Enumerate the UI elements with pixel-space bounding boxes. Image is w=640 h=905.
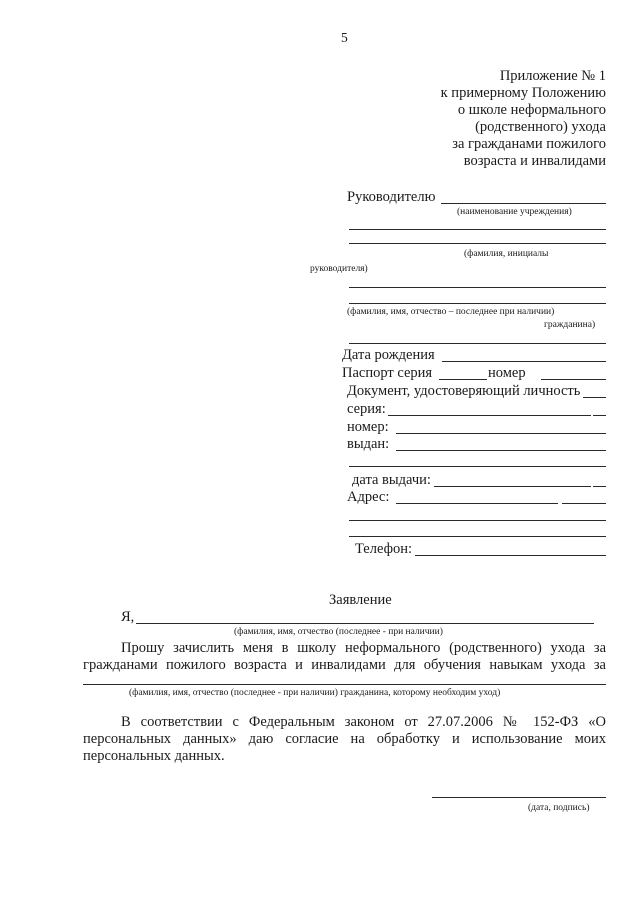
blank-line[interactable] xyxy=(349,243,606,244)
to-head-label: Руководителю xyxy=(347,189,436,205)
annex-line: (родственного) ухода xyxy=(475,119,606,135)
i-label: Я, xyxy=(121,609,135,625)
series-label: серия: xyxy=(347,401,386,417)
passport-series-field[interactable] xyxy=(439,379,487,380)
birth-date-label: Дата рождения xyxy=(342,347,435,363)
annex-line: к примерному Положению xyxy=(440,85,606,101)
issue-date-label: дата выдачи: xyxy=(352,472,431,488)
request-line-2: гражданами пожилого возраста и инвалидами для обучения навыкам ухода за xyxy=(83,657,606,673)
ward-name-field[interactable] xyxy=(83,684,606,685)
number-label: номер: xyxy=(347,419,389,435)
annex-line: возраста и инвалидами xyxy=(463,153,606,169)
address-label: Адрес: xyxy=(347,489,390,505)
citizen-name-line[interactable] xyxy=(349,303,606,304)
signature-field[interactable] xyxy=(432,797,606,798)
annex-line: за гражданами пожилого xyxy=(452,136,606,152)
citizen-hint-cont: гражданина) xyxy=(544,320,596,330)
issued-field-cont[interactable] xyxy=(349,466,606,467)
annex-block xyxy=(346,68,606,170)
address-field-cont[interactable] xyxy=(349,536,606,537)
head-name-hint-cont: руководителя) xyxy=(310,264,368,274)
address-field-cont[interactable] xyxy=(349,520,606,521)
issued-field[interactable] xyxy=(396,450,606,451)
applicant-name-hint: (фамилия, имя, отчество (последнее - при наличии) xyxy=(234,627,443,637)
birth-date-field[interactable] xyxy=(442,361,606,362)
phone-label: Телефон: xyxy=(355,541,413,557)
statement-title: Заявление xyxy=(329,592,392,608)
consent-paragraph: В соответствии с Федеральным законом от 27.07.2006 № 152-ФЗ «О персональных данных» даю согласие на обработку и использование моих персональных данных. xyxy=(83,714,606,764)
issue-date-field-end[interactable] xyxy=(593,486,606,487)
address-field-end[interactable] xyxy=(562,503,606,504)
blank-line[interactable] xyxy=(349,229,606,230)
institution-hint: (наименование учреждения) xyxy=(457,207,572,217)
annex-line: Приложение № 1 xyxy=(499,68,606,84)
passport-series-label: Паспорт серия xyxy=(342,365,433,381)
citizen-hint: (фамилия, имя, отчество – последнее при наличии) xyxy=(347,307,555,317)
page-number: 5 xyxy=(341,30,348,45)
blank-line[interactable] xyxy=(349,287,606,288)
passport-number-label: номер xyxy=(488,365,526,381)
request-line-1: Прошу зачислить меня в школу неформального (родственного) ухода за xyxy=(121,640,606,656)
issued-label: выдан: xyxy=(347,436,390,452)
applicant-name-field[interactable] xyxy=(136,623,594,624)
number-field[interactable] xyxy=(396,433,606,434)
address-field[interactable] xyxy=(396,503,558,504)
series-field[interactable] xyxy=(388,415,591,416)
signature-hint: (дата, подпись) xyxy=(528,803,590,813)
blank-line[interactable] xyxy=(349,343,606,344)
passport-number-field[interactable] xyxy=(541,379,606,380)
series-field-end[interactable] xyxy=(593,415,606,416)
institution-line[interactable] xyxy=(441,203,606,204)
id-document-field[interactable] xyxy=(583,397,606,398)
annex-line: о школе неформального xyxy=(457,102,606,118)
head-name-hint: (фамилия, инициалы xyxy=(464,249,549,259)
id-document-label: Документ, удостоверяющий личность xyxy=(347,383,581,399)
ward-name-hint: (фамилия, имя, отчество (последнее - при наличии) гражданина, которому необходим уход) xyxy=(129,688,501,698)
issue-date-field[interactable] xyxy=(434,486,591,487)
phone-field[interactable] xyxy=(415,555,606,556)
